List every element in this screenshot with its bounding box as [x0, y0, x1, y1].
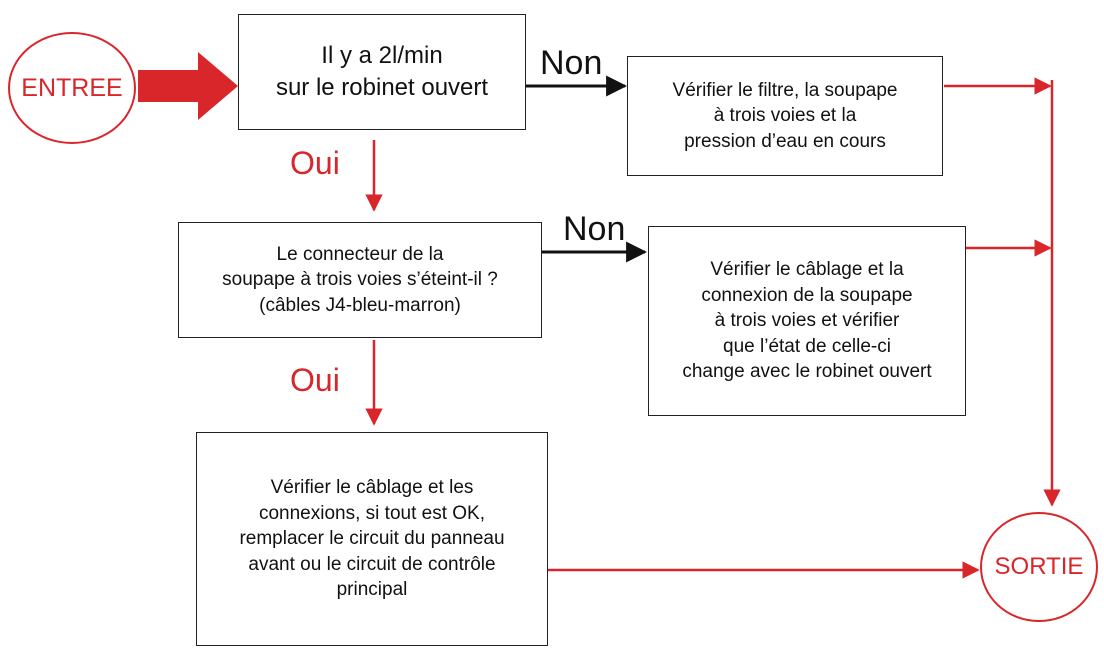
- entry-arrow: [138, 52, 238, 120]
- question-1-box: Il y a 2l/min sur le robinet ouvert: [238, 14, 526, 130]
- edge-label-no-2: Non: [563, 210, 626, 248]
- edge-label-yes-2: Oui: [290, 362, 340, 398]
- start-node: ENTREE: [8, 32, 136, 144]
- edge-label-no-1: Non: [540, 44, 603, 82]
- action-1-box: Vérifier le filtre, la soupape à trois voies et la pression d’eau en cours: [627, 56, 943, 176]
- action-3-box: Vérifier le câblage et les connexions, si tout est OK, remplacer le circuit du panneau avant ou le circuit de contrôle principal: [196, 432, 548, 646]
- edge-label-yes-1: Oui: [290, 145, 340, 181]
- end-node: SORTIE: [980, 512, 1098, 622]
- action-2-box: Vérifier le câblage et la connexion de la soupape à trois voies et vérifier que l’état de celle-ci change avec le robinet ouvert: [648, 226, 966, 416]
- question-2-box: Le connecteur de la soupape à trois voies s’éteint-il ? (câbles J4-bleu-marron): [178, 222, 542, 338]
